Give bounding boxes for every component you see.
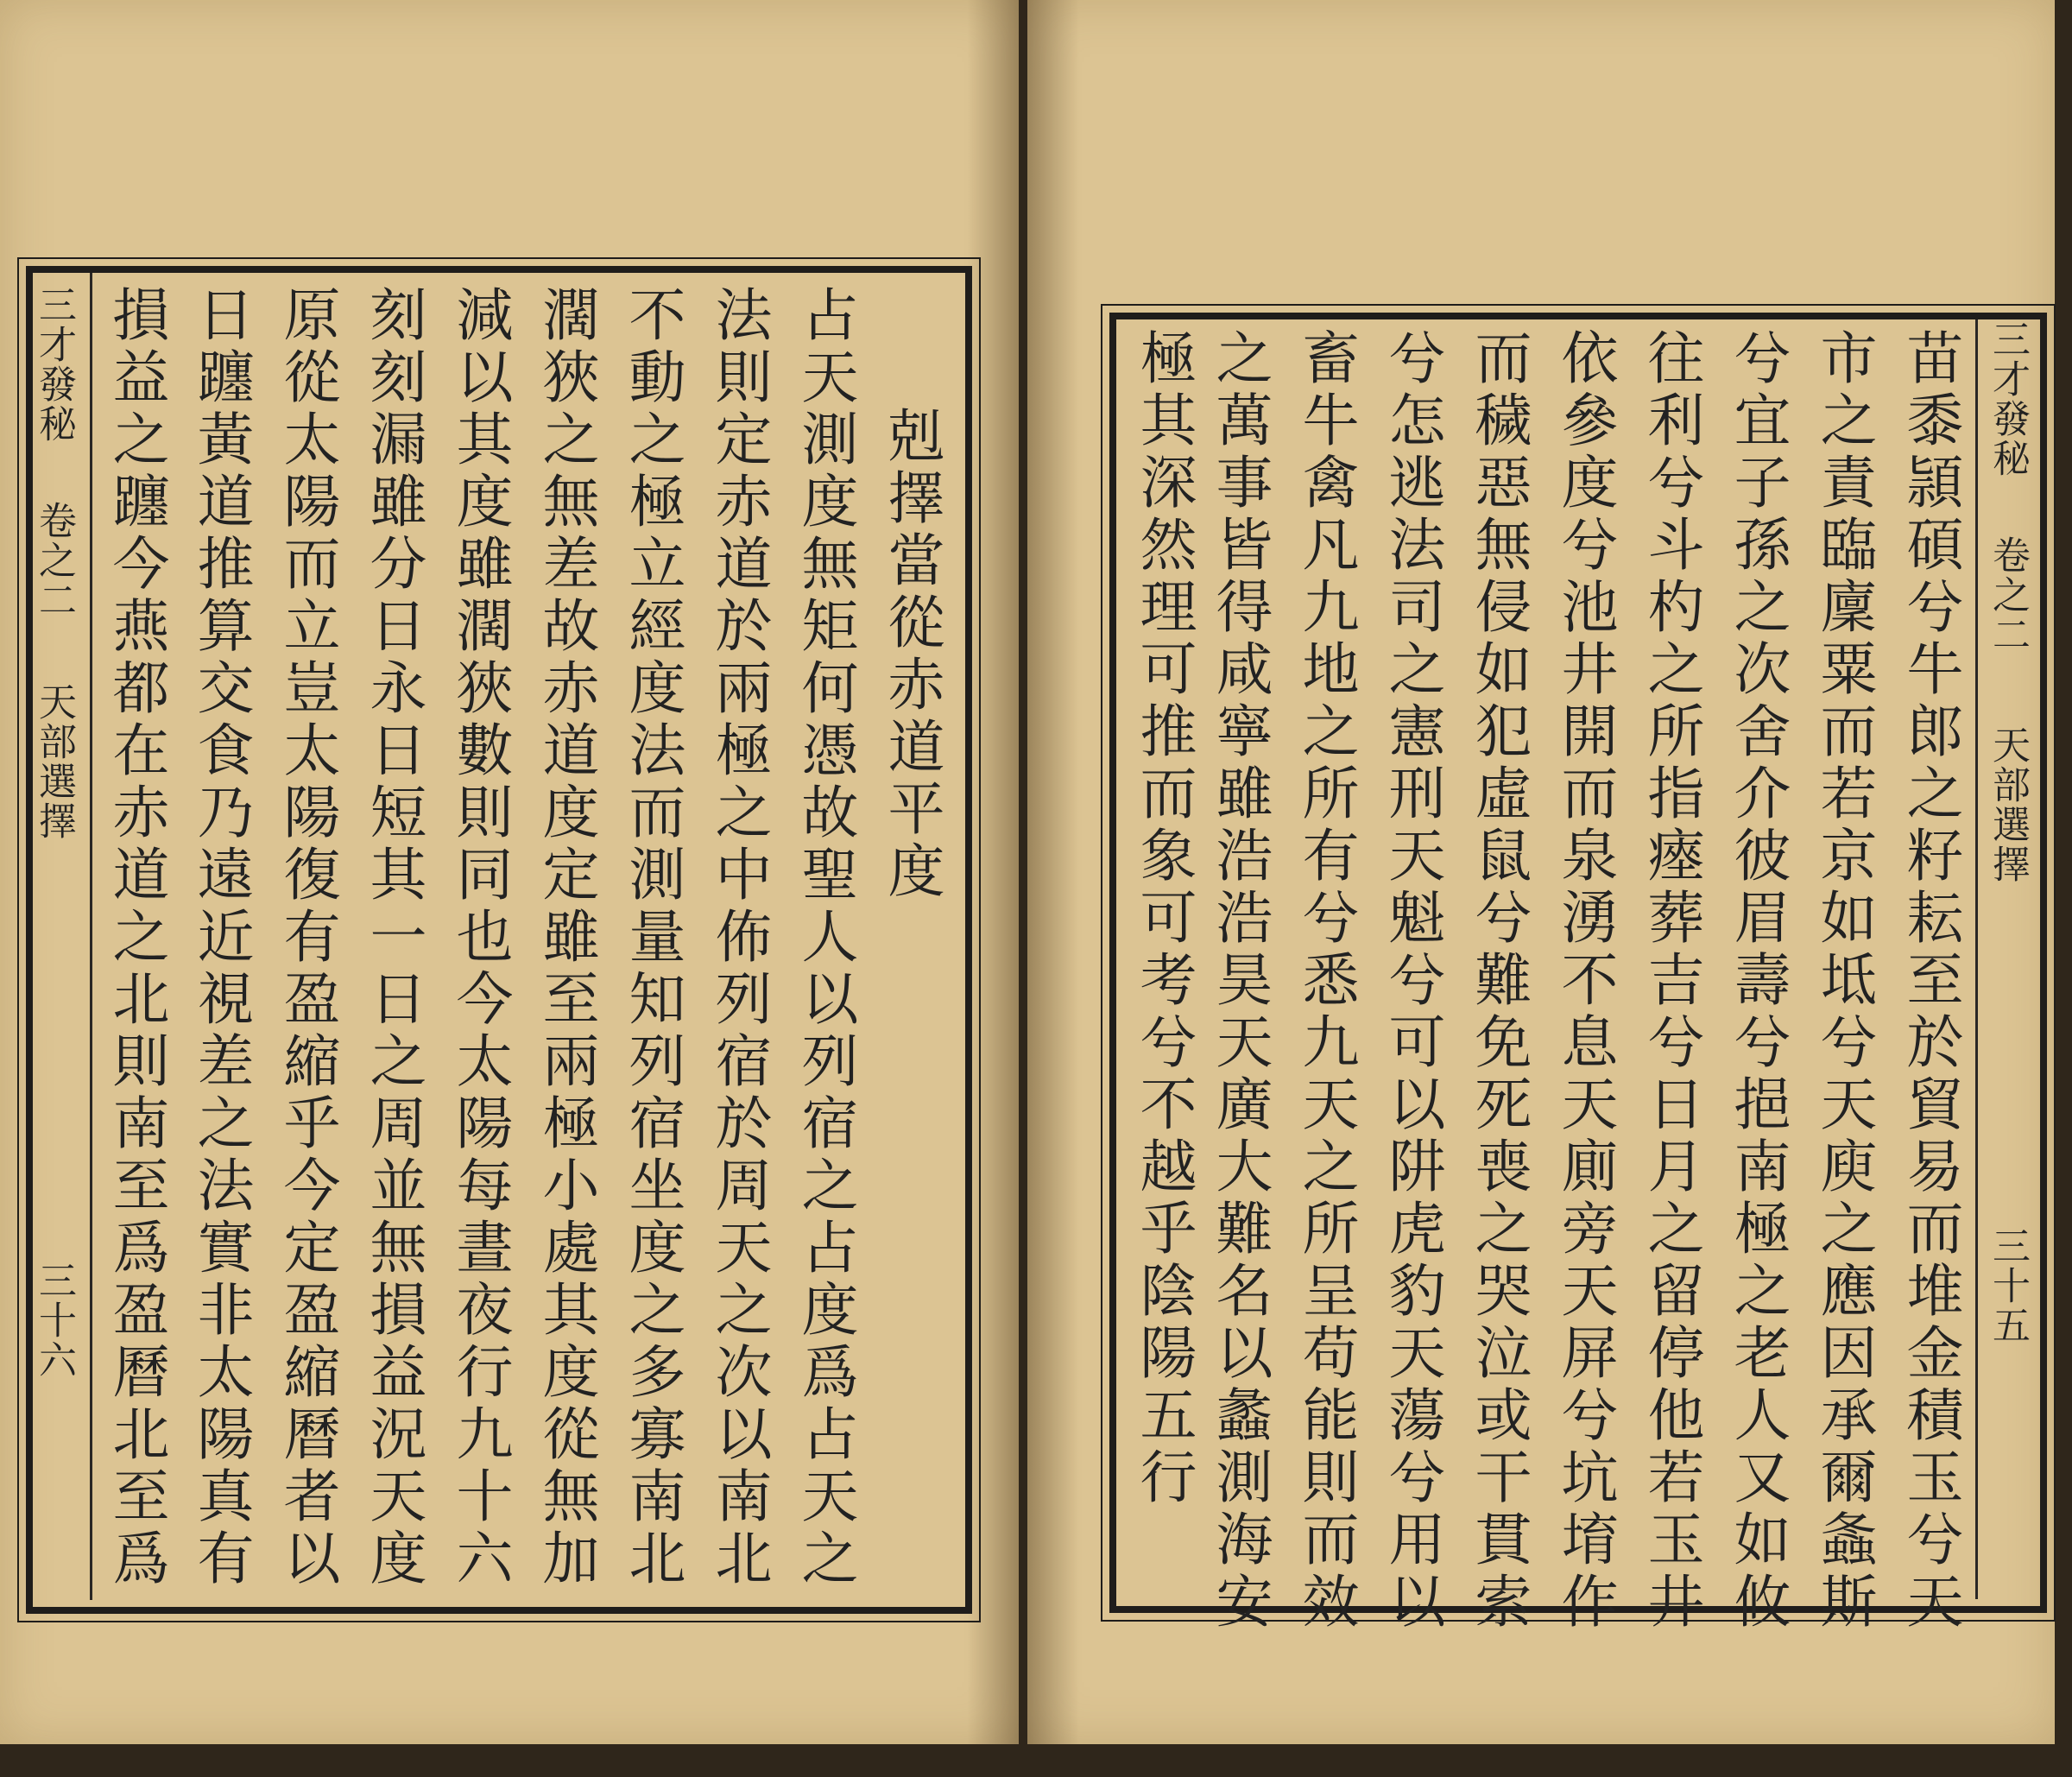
left-column-8: 原從太陽而立豈太陽復有盈縮乎今定盈縮曆者以 [274,285,340,1590]
left-page [0,0,1019,1744]
left-column-9: 日躔黃道推算交食乃遠近視差之法實非太陽真有 [187,285,254,1590]
right-column-2: 市之責臨廩粟而若京如坻兮天庾之應因承爾螽斯 [1810,328,1877,1634]
right-column-6: 而穢惡無侵如犯虛鼠兮難免死喪之哭泣或干貫索 [1465,328,1532,1634]
left-margin-volume: 卷之二 [32,501,76,620]
left-margin-rule [90,273,92,1600]
left-column-2: 占天測度無矩何憑故聖人以列宿之占度爲占天之 [792,285,858,1590]
left-column-7: 刻刻漏雖分日永日短其一日之周並無損益況天度 [360,285,426,1590]
right-page [1027,0,2055,1744]
right-column-8: 畜牛禽凡九地之所有兮悉九天之所呈苟能則而效 [1292,328,1359,1634]
right-column-4: 往利兮斗杓之所指瘞葬吉兮日月之留停他若玉井 [1638,328,1704,1634]
left-column-3: 法則定赤道於兩極之中佈列宿於周天之次以南北 [705,285,772,1590]
left-gutter-shadow [967,0,1019,1744]
right-column-9: 之萬事皆得咸寧雖浩浩昊天廣大難名以蠡測海安 [1206,328,1273,1634]
right-margin-volume: 卷之二 [1986,535,2030,655]
left-column-4: 不動之極立經度法而測量知列宿坐度之多寡南北 [619,285,685,1590]
left-column-heading: 剋擇當從赤道平度 [878,406,944,903]
right-margin-title: 三才發秘 [1986,319,2030,478]
right-margin-folio: 三十五 [1986,1226,2030,1345]
right-gutter-shadow [1027,0,1079,1744]
right-column-3: 兮宜子孫之次舍介彼眉壽兮挹南極之老人又如攸 [1724,328,1791,1634]
right-column-1: 苗黍頴碩兮牛郎之籽耘至於貿易而堆金積玉兮天 [1897,328,1963,1634]
left-margin-folio: 三十六 [32,1261,76,1380]
left-column-10: 損益之躔今燕都在赤道之北則南至爲盈曆北至爲 [103,285,169,1590]
left-column-6: 減以其度雖濶狹數則同也今太陽每晝夜行九十六 [446,285,513,1590]
right-column-5: 依參度兮池井開而泉湧不息天廁旁天屏兮坑堉作 [1551,328,1618,1634]
left-margin-section: 天部選擇 [32,682,76,841]
left-column-5: 濶狹之無差故赤道度定雖至兩極小處其度從無加 [533,285,599,1590]
right-margin-rule [1975,319,1978,1599]
right-margin-section: 天部選擇 [1986,725,2030,884]
left-margin-title: 三才發秘 [32,285,76,444]
right-column-7: 兮怎逃法司之憲刑天魁兮可以阱虎豹天蕩兮用以 [1379,328,1445,1634]
right-column-10: 極其深然理可推而象可考兮不越乎陰陽五行 [1130,328,1197,1509]
